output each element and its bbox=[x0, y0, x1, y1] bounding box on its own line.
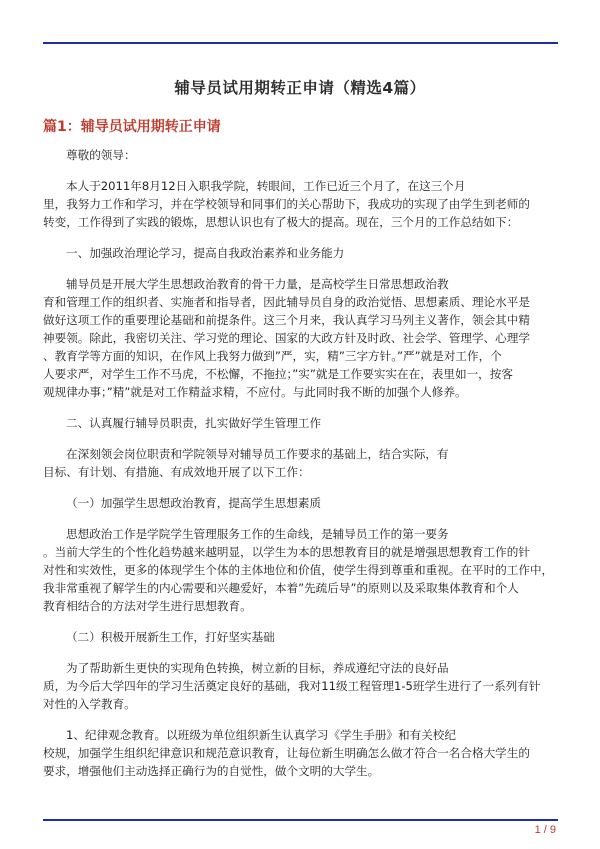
text-line: 在深刻领会岗位职责和学院领导对辅导员工作要求的基础上，结合实际，有 bbox=[66, 447, 449, 461]
paragraph-heading-1 bbox=[43, 244, 559, 262]
text-line: 里，我努力工作和学习，并在学校领导和同事们的关心帮助下，我成功的实现了由学生到老师的 bbox=[43, 197, 530, 211]
paragraph-salutation bbox=[43, 146, 559, 164]
paragraph-p-political bbox=[43, 275, 559, 401]
text-line: 转变，工作得到了实践的锻炼，思想认识也有了极大的提高。现在，三个月的工作总结如下： bbox=[43, 215, 519, 229]
text-line: 校规，加强学生组织纪律意识和规范意识教育，让每位新生明确怎么做才符合一名合格大学生的 bbox=[43, 746, 530, 760]
document-title: 辅导员试用期转正申请（精选4篇） bbox=[174, 79, 426, 97]
text-line: 对性的入学教育。 bbox=[43, 697, 136, 711]
text-line: 观规律办事；”精”就是对工作精益求精，不应付。与此同时我不断的加强个人修养。 bbox=[43, 385, 467, 399]
text-line: 。当前大学生的个性化趋势越来越明显，以学生为本的思想教育目的就是增强思想教育工作的针 bbox=[43, 545, 530, 559]
header-rule bbox=[43, 42, 558, 44]
text-line: 为了帮助新生更快的实现角色转换，树立新的目标，养成遵纪守法的良好品 bbox=[66, 661, 449, 675]
section-title: 篇1：辅导员试用期转正申请 bbox=[43, 119, 221, 135]
text-line: 质，为今后大学四年的学习生活奠定良好的基础，我对11级工程管理1-5班学生进行了一系列有针 bbox=[43, 679, 541, 693]
text-line: （一）加强学生思想政治教育，提高学生思想素质 bbox=[66, 496, 322, 510]
text-line: 辅导员是开展大学生思想政治教育的骨干力量，是高校学生日常思想政治教 bbox=[66, 277, 449, 291]
text-line: 1、纪律观念教育。以班级为单位组织新生认真学习《学生手册》和有关校纪 bbox=[66, 728, 456, 742]
text-line: 对性和实效性，更多的体现学生个体的主体地位和价值，使学生得到尊重和重视。在平时的工作中， bbox=[43, 563, 554, 577]
text-line: 做好这项工作的重要理论基础和前提条件。这三个月来，我认真学习马列主义著作，领会其中精 bbox=[43, 313, 530, 327]
text-line: 人要求严，对学生工作不马虎，不松懈，不拖拉；”实”就是工作要实实在在，表里如一，按客 bbox=[43, 367, 513, 381]
text-line: 神要领。除此，我密切关注、学习党的理论、国家的大政方针及时政、社会学、管理学、心理学 bbox=[43, 331, 530, 345]
text-line: 我非常重视了解学生的内心需要和兴趣爱好，本着”先疏后导”的原则以及采取集体教育和个人 bbox=[43, 581, 519, 595]
paragraph-p-freshmen bbox=[43, 659, 559, 713]
text-line: 目标、有计划、有措施、有成效地开展了以下工作： bbox=[43, 465, 310, 479]
text-line: 一、加强政治理论学习，提高自我政治素养和业务能力 bbox=[66, 246, 345, 260]
text-line: 二、认真履行辅导员职责，扎实做好学生管理工作 bbox=[66, 416, 322, 430]
document-body bbox=[43, 146, 559, 793]
paragraph-heading-2-2 bbox=[43, 628, 559, 646]
text-line: 要求，增强他们主动选择正确行为的自觉性，做个文明的大学生。 bbox=[43, 764, 380, 778]
text-line: 、教育学等方面的知识，在作风上我努力做到”严，实，精”三字方针。”严”就是对工作，个 bbox=[43, 349, 502, 363]
paragraph-heading-2-1 bbox=[43, 494, 559, 512]
paragraph-p-duties bbox=[43, 445, 559, 481]
paragraph-intro bbox=[43, 177, 559, 231]
text-line: 本人于2011年8月12日入职我学院，转眼间，工作已近三个月了，在这三个月 bbox=[66, 179, 466, 193]
paragraph-p-discipline bbox=[43, 726, 559, 780]
text-line: 教育相结合的方法对学生进行思想教育。 bbox=[43, 599, 252, 613]
text-line: 尊敬的领导： bbox=[66, 148, 136, 162]
text-line: 育和管理工作的组织者、实施者和指导者，因此辅导员自身的政治觉悟、思想素质、理论水平是 bbox=[43, 295, 530, 309]
paragraph-heading-2 bbox=[43, 414, 559, 432]
footer-rule bbox=[43, 819, 558, 821]
text-line: 思想政治工作是学院学生管理服务工作的生命线，是辅导员工作的第一要务 bbox=[66, 527, 449, 541]
paragraph-p-ideology bbox=[43, 525, 559, 615]
text-line: （二）积极开展新生工作，打好坚实基础 bbox=[66, 630, 275, 644]
page-indicator: 1 / 9 bbox=[534, 824, 556, 836]
